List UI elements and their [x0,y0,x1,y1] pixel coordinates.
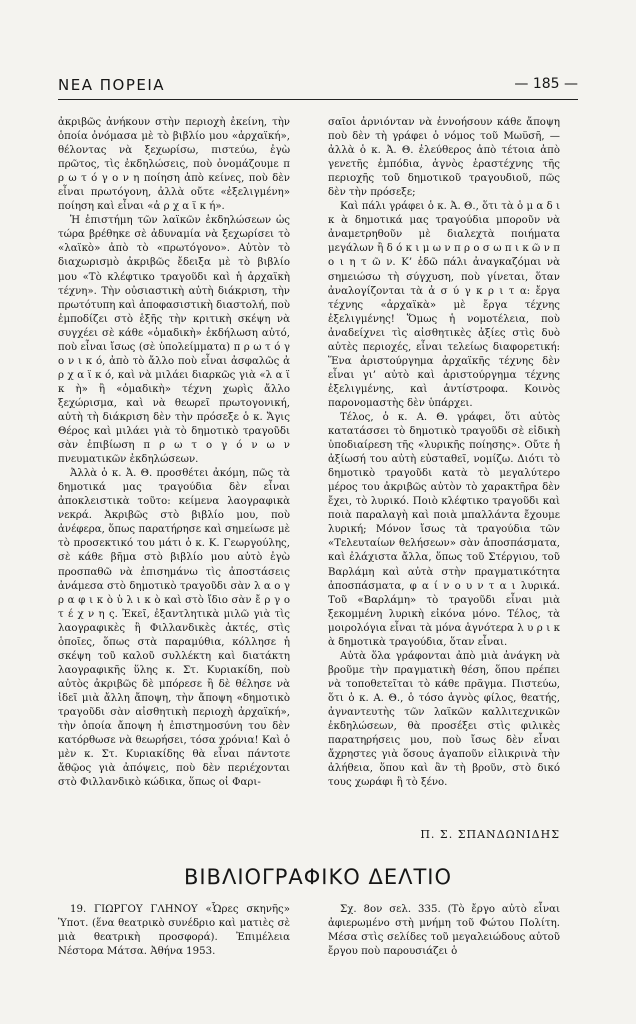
bibliography-entry-continued: Σχ. 8ον σελ. 335. (Τὸ ἔργο αὐτὸ εἶναι ἀφιερωμένο στὴ μνήμη τοῦ Φώτου Πολίτη. Μέσα στὶς σελίδες τοῦ μεγαλειώδους αὐτοῦ ἔργου ποὺ παρουσιάζει ὁ [328,904,560,957]
journal-title: ΝΕΑ ΠΟΡΕΙΑ [58,76,166,94]
article-paragraph: Αὐτὰ ὅλα γράφονται ἀπὸ μιὰ ἀνάγκη νὰ βροῦμε τὴν πραγματικὴ θέση, ὅπου πρέπει νὰ τοποθετεῖται τὸ κάθε πρᾶγμα. Πιστεύω, ὅτι ὁ κ. Α. Θ., ὁ τόσο ἁγνὸς φίλος, θεατής, ἀγναντευτὴς τῶν λαϊκῶν καλλιτεχνικῶν ἐκδηλώσεων, θὰ προσέξει στὶς φιλικὲς παρατηρήσεις μου, ποὺ ἴσως δὲν εἶναι ἄχρηστες γιὰ ὅσους ἀγαποῦν εἰλικρινὰ τὴν ἀλήθεια, ὅπου καὶ ἂν τὴ βροῦν, στὸ δικό τους χωράφι ἢ τὸ ξένο. [328,650,560,789]
section-title: ΒΙΒΛΙΟΓΡΑΦΙΚΟ ΔΕΛΤΙΟ [183,865,453,889]
article-right-column [328,116,560,790]
article-paragraph: σαῖοι ἀρνιόνταν νὰ ἐννοήσουν κάθε ἄποψη ποὺ δὲν τὴ γράφει ὁ νόμος τοῦ Μωϋσῆ, —ἀλλὰ ὁ κ. Ἀ. Θ. ἐλεύθερος ἀπὸ τέτοια ἀπὸ γενετῆς ἐμπόδια, ἁγνὸς ἐραστέχνης τῆς περιοχῆς τοῦ δημοτικοῦ τραγουδιοῦ, πῶς δὲν τὴν πρόσεξε; [328,117,560,199]
article-paragraph: Καὶ πάλι γράφει ὁ κ. Ἀ. Θ., ὅτι τὰ ὁ μ α δ ι κ ὰ δημοτικά μας τραγούδια μποροῦν νὰ ἀναμετρηθοῦν μὲ διαλεχτὰ ποιήματα μεγάλων ἢ δ ό κ ι μ ω ν π ρ ο σ ω π ι κ ῶ ν π ο ι η τ ῶ ν. Κ’ ἐδῶ πάλι ἀναγκαζόμαι νὰ σημειώσω τὴ σύγχυση, ποὺ γίνεται, ὅταν ἀναλογίζονται τὰ ἀ σ ύ γ κ ρ ι τ α: ἔργα τέχνης «ἀρχαϊκὰ» μὲ ἔργα τέχνης ἐξελιγμένης! Ὅμως ἡ νομοτέλεια, ποὺ ἀναδείχνει τὶς αἰσθητικὲς ἀξίες στὶς δυὸ αὐτὲς περιοχές, εἶναι τελείως διαφορετική: Ἕνα ἀριστούργημα ἀρχαϊκῆς τέχνης δὲν εἶναι γι’ αὐτὸ καὶ ἀριστούργημα τέχνης ἐξελιγμένης, καὶ ἀντίστροφα. Κοινὸς παρονομαστὴς δὲν ὑπάρχει. [328,201,560,409]
article-paragraph: Ἀλλὰ ὁ κ. Ἀ. Θ. προσθέτει ἀκόμη, πῶς τὰ δημοτικά μας τραγούδια δὲν εἶναι ἀποκλειστικὰ τοῦτο: κείμενα λαογραφικὰ νεκρά. Ἀκριβῶς στὸ βιβλίο μου, ποὺ ἀνέφερα, ὅπως παρατήρησε καὶ σημείωσε μὲ τὸ προσεκτικό του μάτι ὁ κ. Κ. Γεωργούλης, σὲ κάθε βῆμα στὸ βιβλίο μου αὐτὸ ἐγὼ προσπαθῶ νὰ ἐπισημάνω τὶς ἀποστάσεις ἀνάμεσα στὸ δημοτικὸ τραγοῦδι σὰν λ α ο γ ρ α φ ι κ ὸ ὑ λ ι κ ὸ καὶ στὸ ἴδιο σὰν ἔ ρ γ ο τ έ χ ν η ς. Ἐκεῖ, ἐξαντλητικὰ μιλῶ γιὰ τὶς λαογραφικὲς ἢ Φιλλανδικὲς ἀκτές, στὶς ὁποῖες, ὅπως στὰ παραμύθια, κόλλησε ἡ σκέψη τοῦ καλοῦ συλλέκτη καὶ διατάκτη λαογραφικῆς ὕλης κ. Στ. Κυριακίδη, ποὺ αὐτὸς ἀκριβῶς δὲ μπόρεσε ἢ δὲ θέλησε νὰ ἰδεῖ μιὰ ἄλλη ἄποψη, τὴν ἄποψη «δημοτικὸ τραγοῦδι σὰν αἰσθητικὴ περιοχὴ ἀρχαϊκή», τὴν ὁποία ἄποψη ἡ ἐπιστημοσύνη του δὲν κατόρθωσε νὰ θεωρήσει, τόσα χρόνια! Καὶ ὁ μὲν κ. Στ. Κυριακίδης θὰ εἶναι πάντοτε ἄθῷος γιὰ ἀπόψεις, ποὺ δὲν περιέχονται στὸ Φιλλανδικὸ κώδικα, ὅπως οἱ Φαρι- [58,468,290,789]
page-number: — 185 — [514,76,578,92]
article-left-column [58,116,290,790]
header-rule [58,99,578,100]
author-signature: Π. Σ. ΣΠΑΝΔΩΝΙΔΗΣ [420,828,560,841]
article-paragraph: ἀκριβῶς ἀνήκουν στὴν περιοχὴ ἐκείνη, τὴν ὁποία ὀνόμασα μὲ τὸ βιβλίο μου «ἀρχαϊκή», θέλοντας νὰ ξεχωρίσω, πιστεύω, ἐγὼ πρῶτος, τὶς ἐκδηλώσεις, ποὺ ὀνομάζουμε π ρ ω τ ό γ ο ν η ποίηση ἀπὸ κείνες, ποὺ δὲν εἶναι πρωτόγονη, ἀλλὰ οὔτε «ἐξελιγμένη» ποίηση καὶ εἶναι «ἀ ρ χ α ϊ κ ή». [58,117,290,213]
article-paragraph: Ἡ ἐπιστήμη τῶν λαϊκῶν ἐκδηλώσεων ὡς τώρα βρέθηκε σὲ ἀδυναμία νὰ ξεχωρίσει τὸ «λαϊκὸ» ἀπὸ τὸ «πρωτόγονο». Αὐτὸν τὸ διαχωρισμὸ ἀκριβῶς ἔδειξα μὲ τὸ βιβλίο μου «Τὸ κλέφτικο τραγοῦδι καὶ ἡ ἀρχαϊκὴ τέχνη». Τὴν οὐσιαστικὴ αὐτὴ διάκριση, τὴν πρωτότυπη καὶ ἀποφασιστικὴ διαστολή, ποὺ ἐμποδίζει στὸ ἑξῆς τὴν κριτικὴ σκέψη νὰ συγχέει σὲ κάθε «ὁμαδικὴ» ἐκδήλωση αὐτό, ποὺ εἶναι ἴσως (σὲ ὑπολείμματα) π ρ ω τ ό γ ο ν ι κ ό, ἀπὸ τὸ ἄλλο ποὺ εἶναι ἀσφαλῶς ἀ ρ χ α ϊ κ ό, καὶ νὰ μιλάει διαρκῶς γιὰ «λ α ϊ κ ὴ» ἢ «ὁμαδικὴ» τέχνη χωρὶς ἄλλο ξεχώρισμα, καὶ νὰ θεωρεῖ πρωτογονική, αὐτὴ τὴ διάκριση δὲν τὴν πρόσεξε ὁ κ. Ἄγις Θέρος καὶ μιλάει γιὰ τὸ δημοτικὸ τραγοῦδι σὰν ἐπιβίωση π ρ ω τ ο γ ό ν ω ν πνευματικῶν ἐκδηλώσεων. [58,215,290,466]
running-head [58,74,578,96]
bibliography-entry: 19. ΓΙΩΡΓΟΥ ΓΛΗΝΟΥ «Ὧρες σκηνῆς» Ὑποτ. (ἕνα θεατρικὸ συνέδριο καὶ ματιὲς σὲ μιὰ θεατρικὴ προσφορά). Ἐπιμέλεια Νέστορα Μάτσα. Ἀθήνα 1953. [58,904,290,957]
article-paragraph: Τέλος, ὁ κ. Α. Θ. γράφει, ὅτι αὐτὸς κατατάσσει τὸ δημοτικὸ τραγοῦδι σὲ εἰδικὴ ὑποδιαίρεση τῆς «λυρικῆς ποίησης». Οὔτε ἡ ἀξίωσή του αὐτὴ εὐσταθεῖ, νομίζω. Διότι τὸ δημοτικὸ τραγοῦδι κατὰ τὸ μεγαλύτερο μέρος του ἀκριβῶς αὐτὸν τὸ χαρακτῆρα δὲν ἔχει, τὸ λυρικό. Ποιὸ κλέφτικο τραγοῦδι καὶ ποιὰ παραλαγὴ καὶ ποιὰ μπαλλάντα ἔχουμε λυρική; Μόνον ἴσως τὰ τραγούδια τῶν «Τελευταίων θελήσεων» σὰν ἀποσπάσματα, καὶ ἐλάχιστα ἄλλα, ὅπως τοῦ Στέργιου, τοῦ Βαρλάμη καὶ αὐτὰ στὴν πραγματικότητα ἀποσπάσματα, φ α ί ν ο υ ν τ α ι λυρικά. Τοῦ «Βαρλάμη» τὸ τραγοῦδι εἶναι μιὰ ξεκομμένη λυρικὴ εἰκόνα μόνο. Τέλος, τὰ μοιρολόγια εἶναι τὰ μόνα ἁγνότερα λ υ ρ ι κ ὰ δημοτικὰ τραγούδια, ὅταν εἶναι. [328,411,560,648]
